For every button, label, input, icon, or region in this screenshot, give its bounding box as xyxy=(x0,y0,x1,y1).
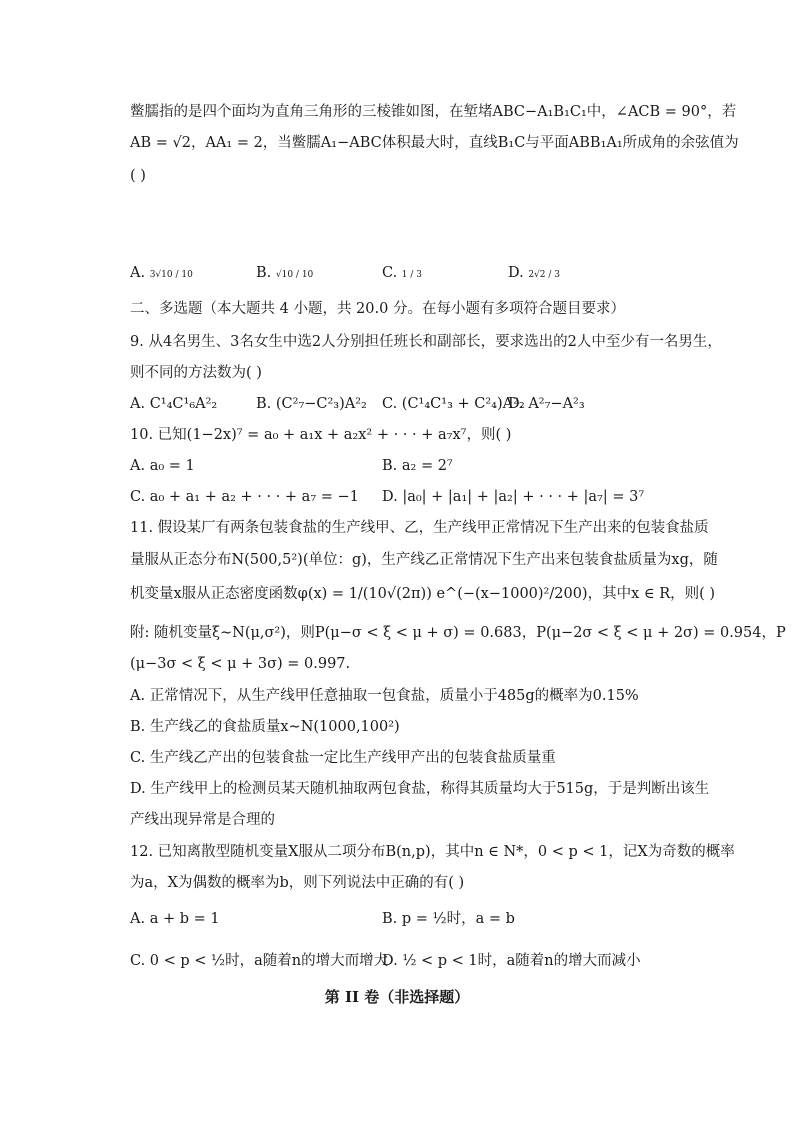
q10-option-b: B. a₂ = 2⁷ xyxy=(382,458,453,474)
q10-option-c: C. a₀ + a₁ + a₂ + · · · + a₇ = −1 xyxy=(130,489,359,505)
section-heading: 二、多选题（本大题共 4 小题，共 20.0 分。在每小题有多项符合题目要求） xyxy=(130,301,625,317)
q11-option-b: B. 生产线乙的食盐质量x∼N(1000,100²) xyxy=(130,719,400,735)
q12-stem-line1: 12. 已知离散型随机变量X服从二项分布B(n,p)，其中n ∈ N*，0 < p < 1，记X为奇数的概率 xyxy=(130,844,735,860)
q11-stem-line1: 11. 假设某厂有两条包装食盐的生产线甲、乙，生产线甲正常情况下生产出来的包装食盐质 xyxy=(130,520,709,536)
option-value: 3√10 / 10 xyxy=(149,270,193,280)
q12-option-a: A. a + b = 1 xyxy=(130,911,220,927)
q10-option-a: A. a₀ = 1 xyxy=(130,458,195,474)
q12-option-c: C. 0 < p < ½时，a随着n的增大而增大 xyxy=(130,953,389,969)
q9-option-d: D. A²₇−A²₃ xyxy=(508,396,585,412)
q10-stem: 10. 已知(1−2x)⁷ = a₀ + a₁x + a₂x² + · · · + a₇x⁷，则( ) xyxy=(130,427,512,443)
q8-stem-line1: 鳖臑指的是四个面均为直角三角形的三棱锥如图，在堑堵ABC−A₁B₁C₁中，∠ACB = 90°，若 xyxy=(130,104,737,120)
q12-stem-line2: 为a，X为偶数的概率为b，则下列说法中正确的有( ) xyxy=(130,875,465,891)
q11-note-line1: 附: 随机变量ξ∼N(μ,σ²)，则P(μ−σ < ξ < μ + σ) = 0.683，P(μ−2σ < ξ < μ + 2σ) = 0.954，P xyxy=(130,625,786,641)
q11-option-a: A. 正常情况下，从生产线甲任意抽取一包食盐，质量小于485g的概率为0.15% xyxy=(130,688,639,704)
q10-option-d: D. |a₀| + |a₁| + |a₂| + · · · + |a₇| = 3⁷ xyxy=(382,489,645,505)
option-label: D. xyxy=(508,265,524,281)
option-label: A. xyxy=(130,265,146,281)
option-value: 2√2 / 3 xyxy=(528,270,560,280)
q11-stem-line3: 机变量x服从正态密度函数φ(x) = 1/(10√(2π)) e^(−(x−1000)²/200)，其中x ∈ R，则( ) xyxy=(130,586,716,602)
q11-option-d-line2: 产线出现异常是合理的 xyxy=(130,812,275,828)
option-value: 1 / 3 xyxy=(401,270,423,280)
option-label: C. xyxy=(382,265,398,281)
q11-option-c: C. 生产线乙产出的包装食盐一定比生产线甲产出的包装食盐质量重 xyxy=(130,750,556,766)
q12-option-b: B. p = ½时，a = b xyxy=(382,911,515,927)
q9-option-c: C. (C¹₄C¹₃ + C²₄)A²₂ xyxy=(382,396,525,412)
q11-note-line2: (μ−3σ < ξ < μ + 3σ) = 0.997. xyxy=(130,656,351,672)
q9-stem-line2: 则不同的方法数为( ) xyxy=(130,365,262,381)
q8-option-d xyxy=(508,262,560,286)
q12-option-d: D. ½ < p < 1时，a随着n的增大而减小 xyxy=(382,953,641,969)
q11-stem-line2: 量服从正态分布N(500,5²)(单位：g)，生产线乙正常情况下生产出来包装食盐质量为xg，随 xyxy=(130,552,718,568)
q8-option-a xyxy=(130,262,193,286)
q8-option-b xyxy=(256,262,313,286)
q9-stem-line1: 9. 从4名男生、3名女生中选2人分别担任班长和副部长，要求选出的2人中至少有一名男生， xyxy=(130,334,722,350)
q11-option-d-line1: D. 生产线甲上的检测员某天随机抽取两包食盐，称得其质量均大于515g，于是判断出该生 xyxy=(130,781,710,797)
q8-stem-line3: ( ) xyxy=(130,168,146,184)
q9-option-b: B. (C²₇−C²₃)A²₂ xyxy=(256,396,367,412)
q9-option-a: A. C¹₄C¹₆A²₂ xyxy=(130,396,218,412)
part-title: 第 II 卷（非选择题） xyxy=(324,988,470,1006)
q8-option-c xyxy=(382,262,422,286)
q8-stem-line2: AB = √2，AA₁ = 2，当鳖臑A₁−ABC体积最大时，直线B₁C与平面ABB₁A₁所成角的余弦值为 xyxy=(130,135,739,151)
option-value: √10 / 10 xyxy=(275,270,314,280)
option-label: B. xyxy=(256,265,272,281)
